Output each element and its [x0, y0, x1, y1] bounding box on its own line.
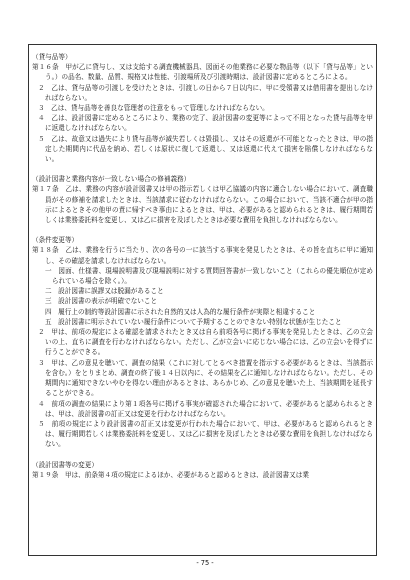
clause-paragraph: ４ 前項の調査の結果により第１項各号に掲げる事実が確認された場合において、必要があると認められるときは、甲は、設計図書の訂正又は変更を行わなければならない。 — [38, 399, 373, 418]
article-paragraph: 第１９条 甲は、前条第４項の規定によるほか、必要があると認めるときは、設計図書又は業 — [32, 470, 309, 479]
section-title: （貸与品等） — [32, 53, 72, 61]
page-number: - 75 - — [196, 559, 214, 567]
section-1 — [32, 52, 373, 164]
article-paragraph: 第１６条 甲が乙に貸与し、又は支給する調査機械器具、図面その他業務に必要な物品等（以下「貸与品等」という。）の品名、数量、品質、規格又は性能、引渡場所及び引渡時期は、設計図書に定めるところによる。 — [32, 63, 373, 82]
clause-paragraph: ２ 乙は、貸与品等の引渡しを受けたときは、引渡しの日から７日以内に、甲に受領書又は借用書を提出しなければならない。 — [38, 83, 373, 102]
clause-paragraph: ３ 乙は、貸与品等を善良な管理者の注意をもって管理しなければならない。 — [38, 104, 269, 113]
list-item: 三 設計図書の表示が明確でないこと — [45, 297, 158, 306]
section-title: （設計図書等の変更） — [32, 460, 98, 469]
section-3 — [32, 235, 373, 449]
list-item: 五 設計図書に明示されていない履行条件について予期することのできない特別な状態が生じたこと — [45, 317, 342, 326]
list-item: 一 図面、仕様書、現場説明書及び現場説明に対する質問回答書が一致しないこと（これらの優先順位が定められている場合を除く。）。 — [45, 266, 373, 286]
section-4 — [32, 460, 373, 480]
list-item: 四 履行上の制約等設計図書に示された自然的又は人為的な履行条件が実際と相違すること — [45, 307, 316, 316]
clause-paragraph: ５ 乙は、故意又は過失により貸与品等が滅失若しくは毀損し、又はその返還が不可能となったときは、甲の指定した期間内に代品を納め、若しくは原状に復して返還し、又は返還に代えて損害を賠償しなければならない。 — [38, 134, 373, 164]
section-title: （設計図書と業務内容が一致しない場合の修補義務） — [32, 175, 191, 184]
article-paragraph: 第１８条 乙は、業務を行うに当たり、次の各号の一に該当する事実を発見したときは、その旨を直ちに甲に通知し、その確認を請求しなければならない。 — [32, 246, 373, 265]
clause-paragraph: ４ 乙は、設計図書に定めるところにより、業務の完了、設計図書の変更等によって不用となった貸与品等を甲に返還しなければならない。 — [38, 114, 373, 133]
article-paragraph: 第１７条 乙は、業務の内容が設計図書又は甲の指示若しくは甲乙協議の内容に適合しない場合において、調査職員がその修補を請求したときは、当該請求に従わなければならない。この場合において、当該不適合が甲の指示によるときその他甲の責に帰すべき事由によるときは、甲は、必要があると認められるときは、履行期間若しくは業務委託料を変更し、又は乙に損害を及ぼしたときは必要な費用を負担しなければならない。 — [32, 185, 373, 225]
list-item: 二 設計図書に誤謬又は脱漏があること — [45, 287, 164, 296]
clause-paragraph: ２ 甲は、前項の規定による確認を請求されたとき又は自ら前項各号に掲げる事実を発見したときは、乙の立会いの上、直ちに調査を行わなければならない。ただし、乙が立会いに応じない場合には、乙の立会いを得ずに行うことができる。 — [38, 328, 373, 357]
clause-paragraph: ３ 甲は、乙の意見を聴いて、調査の結果（これに対してとるべき措置を指示する必要があるときは、当該指示を含む。）をとりまとめ、調査の終了後１４日以内に、その結果を乙に通知しなければならない。ただし、その期間内に通知できないやむを得ない理由があるときは、あらかじめ、乙の意見を聴いた上、当該期間を延長することができる。 — [38, 358, 373, 398]
document-body — [32, 52, 373, 490]
section-title: （条件変更等） — [32, 236, 79, 245]
section-2 — [32, 174, 373, 225]
clause-paragraph: ５ 前項の規定により設計図書の訂正又は変更が行われた場合において、甲は、必要があると認められるときは、履行期間若しくは業務委託料を変更し、又は乙に損害を及ぼしたときは必要な費用を負担しなければならない。 — [38, 419, 373, 449]
